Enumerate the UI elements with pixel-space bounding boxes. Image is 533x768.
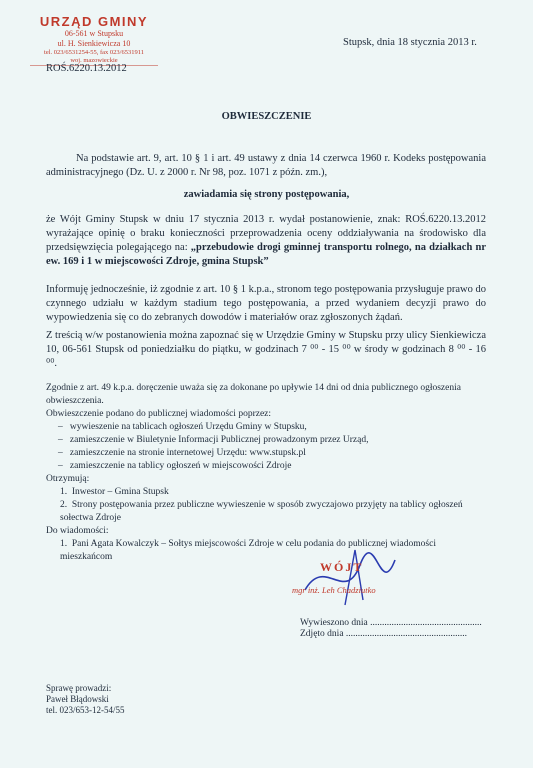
- recipient-text: Strony postępowania przez publiczne wywieszenie w sposób zwyczajowo przyjęty na tablicy ogłoszeń sołectwa Zdroje: [60, 500, 463, 523]
- access-paragraph: Z treścią w/w postanowienia można zapoznać się w Urzędzie Gminy w Stupsku przy ulicy Sienkiewicza 10, 06-561 Stupsk od poniedziałku do piątku, w godzinach 7 ⁰⁰ - 15 ⁰⁰ w środy w godzinach 8 ⁰⁰ - 16 ⁰⁰.: [46, 330, 486, 369]
- mayor-stamp-name: mgr inż. Leh Chadziutko: [292, 585, 376, 595]
- case-officer-label: Sprawę prowadzi:: [46, 683, 112, 693]
- stamp-title: URZĄD GMINY: [39, 14, 149, 29]
- posted-date-line: Wywieszono dnia ...............................................: [300, 618, 482, 628]
- reference-number: ROŚ.6220.13.2012: [46, 63, 127, 74]
- recipient-item: 1. Inwestor – Gmina Stupsk: [60, 487, 169, 497]
- case-officer-name: Paweł Błądowski: [46, 694, 109, 704]
- cc-text: Pani Agata Kowalczyk – Sołtys miejscowości Zdroje w celu podania do publicznej wiadomości mieszkańcom: [60, 539, 436, 562]
- publish-intro: Obwieszczenie podano do publicznej wiadomości poprzez:: [46, 409, 272, 419]
- publish-item: – zamieszczenie na tablicy ogłoszeń w miejscowości Zdroje: [58, 461, 292, 471]
- removed-date-line: Zdjęto dnia ...................................................: [300, 629, 468, 639]
- stamp-region-line: woj. mazowieckie: [70, 57, 118, 64]
- document-date: Stupsk, dnia 18 stycznia 2013 r.: [343, 37, 477, 48]
- recipient-item: 2. Strony postępowania przez publiczne wywieszenie w sposób zwyczajowo przyjęty na tablicy ogłoszeń sołectwa Zdroje: [60, 500, 463, 523]
- recipient-text: Inwestor – Gmina Stupsk: [71, 487, 169, 497]
- rights-paragraph: Informuję jednocześnie, iż zgodnie z art. 10 § 1 k.p.a., stronom tego postępowania przysługuje prawo do czynnego udziału w każdym stadium tego postępowania, a przed wydaniem decyzji prawo do wypowiedzenia się co do zebranych dowodów i materiałów oraz zgłoszonych żądań.: [46, 284, 487, 323]
- document-title: OBWIESZCZENIE: [221, 111, 312, 122]
- stamp-street-line: ul. H. Sienkiewicza 10: [57, 39, 131, 48]
- legal-basis-paragraph: Na podstawie art. 9, art. 10 § 1 i art. 49 ustawy z dnia 14 czerwca 1960 r. Kodeks postępowania administracyjnego (Dz. U. z 2000 r. Nr 98, poz. 1071 z późn. zm.),: [46, 153, 486, 178]
- decision-paragraph: [46, 213, 486, 269]
- cc-item: 1. Pani Agata Kowalczyk – Sołtys miejscowości Zdroje w celu podania do publicznej wiadomości mieszkańcom: [60, 539, 436, 562]
- publish-item-text: zamieszczenie na tablicy ogłoszeń w miejscowości Zdroje: [69, 461, 292, 471]
- case-officer-phone: tel. 023/653-12-54/55: [46, 705, 125, 715]
- mayor-stamp-title: WÓJT: [320, 560, 364, 574]
- publish-item-text: zamieszczenie na stronie internetowej Urzędu: www.stupsk.pl: [69, 448, 306, 458]
- publish-item: – zamieszczenie w Biuletynie Informacji Publicznej prowadzonym przez Urząd,: [58, 435, 369, 445]
- notice-section: [46, 382, 486, 564]
- publish-item: – wywieszenie na tablicach ogłoszeń Urzędu Gminy w Stupsku,: [58, 422, 307, 432]
- publish-item-text: wywieszenie na tablicach ogłoszeń Urzędu Gminy w Stupsku,: [69, 422, 307, 432]
- publish-item: – zamieszczenie na stronie internetowej Urzędu: www.stupsk.pl: [58, 448, 306, 458]
- stamp-address-line: 06-561 w Stupsku: [64, 29, 124, 38]
- publish-item-text: zamieszczenie w Biuletynie Informacji Publicznej prowadzonym przez Urząd,: [69, 435, 369, 445]
- decision-text: że Wójt Gminy Stupsk w dniu 17 stycznia 2013 r. wydał postanowienie, znak: ROŚ.6220.13.2012 wyrażające opinię o braku konieczności przeprowadzenia oceny oddziaływania na środowisko dla przedsięwzięcia polegającego na:: [46, 214, 486, 253]
- delivery-paragraph: Zgodnie z art. 49 k.p.a. doręczenie uważa się za dokonane po upływie 14 dni od dnia publicznego ogłoszenia obwieszczenia.: [46, 383, 461, 406]
- recipients-label: Otrzymują:: [46, 474, 90, 484]
- signature-graphic: [285, 545, 435, 615]
- project-description: „przebudowie drogi gminnej transportu rolnego, na działkach nr ew. 169 i 1 w miejscowości Zdroje, gmina Stupsk”: [46, 242, 486, 267]
- stamp-phone-line: tel. 023/6531254-55, fax 023/6531911: [44, 49, 144, 56]
- case-officer: [46, 683, 125, 716]
- notification-heading: zawiadamia się strony postępowania,: [183, 189, 350, 200]
- office-stamp: [30, 14, 158, 66]
- cc-label: Do wiadomości:: [46, 526, 109, 536]
